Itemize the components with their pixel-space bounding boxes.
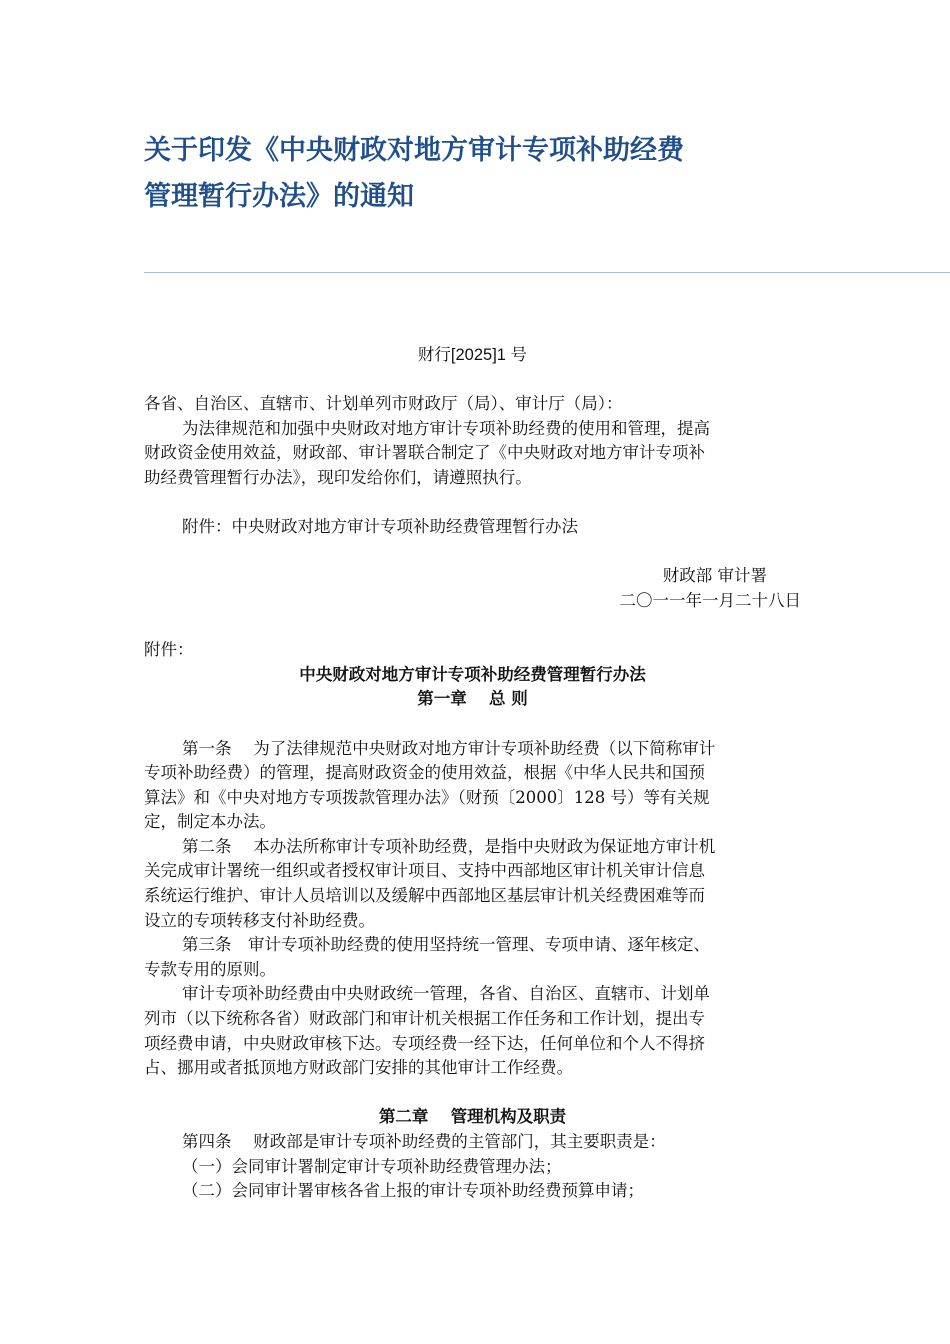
article-3-para-line: 审计专项补助经费由中央财政统一管理，各省、自治区、直辖市、计划单 <box>182 984 710 1004</box>
spacer <box>144 712 801 737</box>
document-number: 财行[2025]1 号 <box>417 346 528 364</box>
article-3-para-line: 项经费申请，中央财政审核下达。专项经费一经下达，任何单位和个人不得挤 <box>144 1033 705 1053</box>
article-1-line: 第一条 为了法律规范中央财政对地方审计专项补助经费（以下简称审计 <box>182 738 716 758</box>
issue-date: 二〇一一年一月二十八日 <box>619 590 801 610</box>
addressee: 各省、自治区、直辖市、计划单列市财政厅（局）、审计厅（局）： <box>144 394 623 414</box>
title-divider <box>144 272 950 273</box>
annex-label: 附件： <box>144 640 194 660</box>
article-3-line: 第三条 审计专项补助经费的使用坚持统一管理、专项申请、逐年核定、 <box>182 935 710 955</box>
notice-paragraph-line: 为法律规范和加强中央财政对地方审计专项补助经费的使用和管理，提高 <box>182 418 710 438</box>
spacer <box>144 368 801 393</box>
article-2-line: 系统运行维护、审计人员培训以及缓解中西部地区基层审计机关经费困难等而 <box>144 886 705 906</box>
chapter-2-heading: 第二章 管理机构及职责 <box>378 1107 567 1127</box>
article-3-para-line: 占、挪用或者抵顶地方财政部门安排的其他审计工作经费。 <box>144 1058 573 1078</box>
notice-paragraph-line: 财政资金使用效益，财政部、审计署联合制定了《中央财政对地方审计专项补 <box>144 443 705 463</box>
spacer <box>144 540 801 565</box>
chapter-1-heading: 第一章 总 则 <box>417 689 528 709</box>
spacer <box>144 491 801 516</box>
article-4-line: 第四条 财政部是审计专项补助经费的主管部门，其主要职责是： <box>182 1132 666 1151</box>
notice-paragraph-line: 助经费管理暂行办法》，现印发给你们，请遵照执行。 <box>144 467 532 487</box>
annex-title: 中央财政对地方审计专项补助经费管理暂行办法 <box>299 664 646 684</box>
spacer <box>144 614 801 639</box>
article-1-line: 算法》和《中央对地方专项拨款管理办法》（财预〔2000〕128 号）等有关规 <box>144 787 710 807</box>
document-title-line-2: 管理暂行办法》的通知 <box>144 181 414 212</box>
article-4-item-1: （一）会同审计署制定审计专项补助经费管理办法； <box>182 1156 562 1176</box>
article-2-line: 设立的专项转移支付补助经费。 <box>144 910 375 930</box>
article-4-item-2: （二）会同审计署审核各省上报的审计专项补助经费预算申请； <box>182 1181 644 1201</box>
notice-body <box>144 343 801 1204</box>
article-1-line: 专项补助经费）的管理，提高财政资金的使用效益，根据《中华人民共和国预 <box>144 763 705 783</box>
article-2-line: 关完成审计署统一组织或者授权审计项目、支持中西部地区审计机关审计信息 <box>144 861 705 881</box>
article-3-line: 专款专用的原则。 <box>144 959 276 979</box>
attachment-note: 附件：中央财政对地方审计专项补助经费管理暂行办法 <box>182 517 578 537</box>
document-title-line-1: 关于印发《中央财政对地方审计专项补助经费 <box>144 135 684 166</box>
signatory: 财政部 审计署 <box>662 566 767 586</box>
article-2-line: 第二条 本办法所称审计专项补助经费，是指中央财政为保证地方审计机 <box>182 836 716 856</box>
article-3-para-line: 列市（以下统称各省）财政部门和审计机关根据工作任务和工作计划，提出专 <box>144 1009 705 1029</box>
article-1-line: 定，制定本办法。 <box>144 812 276 832</box>
document-title <box>144 128 844 220</box>
spacer <box>144 1081 801 1106</box>
